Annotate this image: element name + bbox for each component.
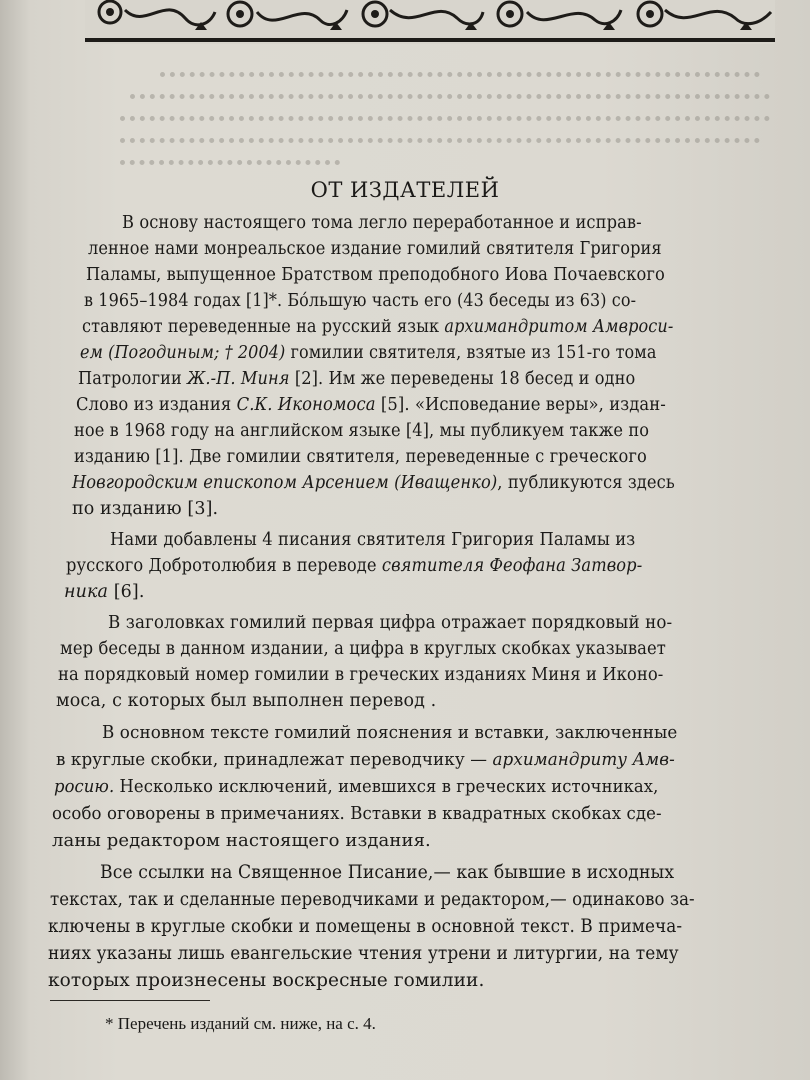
text-line: моса, с которых был выполнен перевод . — [56, 691, 437, 711]
text-line: Все ссылки на Священное Писание,— как бывшие в исходных — [100, 862, 675, 883]
text-line: ниях указаны лишь евангельские чтения утрени и литургии, на тему — [48, 943, 679, 964]
footnote: * Перечень изданий см. ниже, на с. 4. — [105, 1014, 376, 1033]
text-line: ное в 1968 году на английском языке [4], мы публикуем также по — [74, 421, 650, 441]
text-line: ставляют переведенные на русский язык архимандритом Амвроси- — [82, 317, 674, 337]
text-line: Нами добавлены 4 писания святителя Григория Паламы из — [110, 530, 636, 550]
text-line: Слово из издания С.К. Икономоса [5]. «Исповедание веры», издан- — [76, 395, 666, 415]
text-line: русского Добротолюбия в переводе святителя Феофана Затвор- — [66, 556, 643, 576]
text-line: ем (Погодиным; † 2004) гомилии святителя, взятые из 151-го тома — [80, 343, 657, 363]
text-line: В основу настоящего тома легло переработанное и исправ- — [122, 213, 642, 233]
text-line: ленное нами монреальское издание гомилий святителя Григория — [88, 239, 662, 259]
footnote-divider — [50, 1000, 210, 1001]
text-line: ключены в круглые скобки и помещены в основной текст. В примеча- — [48, 916, 683, 937]
text-line: в круглые скобки, принадлежат переводчику — архимандриту Амв- — [56, 749, 675, 770]
text-line: Паламы, выпущенное Братством преподобного Иова Почаевского — [86, 265, 665, 285]
text-line: росию. Несколько исключений, имевшихся в греческих источниках, — [54, 776, 659, 797]
text-line: ланы редактором настоящего издания. — [52, 830, 431, 851]
text-line: особо оговорены в примечаниях. Вставки в квадратных скобках сде- — [52, 803, 662, 824]
ornament-header — [85, 0, 775, 44]
text-line: мер беседы в данном издании, а цифра в круглых скобках указывает — [60, 639, 666, 659]
text-line: по изданию [3]. — [72, 499, 219, 519]
page-title: ОТ ИЗДАТЕЛЕЙ — [310, 178, 500, 202]
text-line: которых произнесены воскресные гомилии. — [48, 970, 485, 991]
text-line: Патрологии Ж.-П. Миня [2]. Им же переведены 18 бесед и одно — [78, 369, 636, 389]
text-line: изданию [1]. Две гомилии святителя, переведенные с греческого — [74, 447, 647, 467]
text-line: ника [6]. — [64, 582, 145, 602]
text-line: в 1965–1984 годах [1]*. Бóльшую часть его (43 беседы из 63) со- — [84, 291, 637, 311]
text-line: В основном тексте гомилий пояснения и вставки, заключенные — [102, 722, 678, 743]
text-line: текстах, так и сделанные переводчиками и редактором,— одинаково за- — [50, 889, 695, 910]
text-line: Новгородским епископом Арсением (Иващенко), публикуются здесь — [72, 473, 675, 493]
text-line: В заголовках гомилий первая цифра отражает порядковый но- — [108, 613, 673, 633]
text-line: на порядковый номер гомилии в греческих изданиях Миня и Иконо- — [58, 665, 664, 685]
